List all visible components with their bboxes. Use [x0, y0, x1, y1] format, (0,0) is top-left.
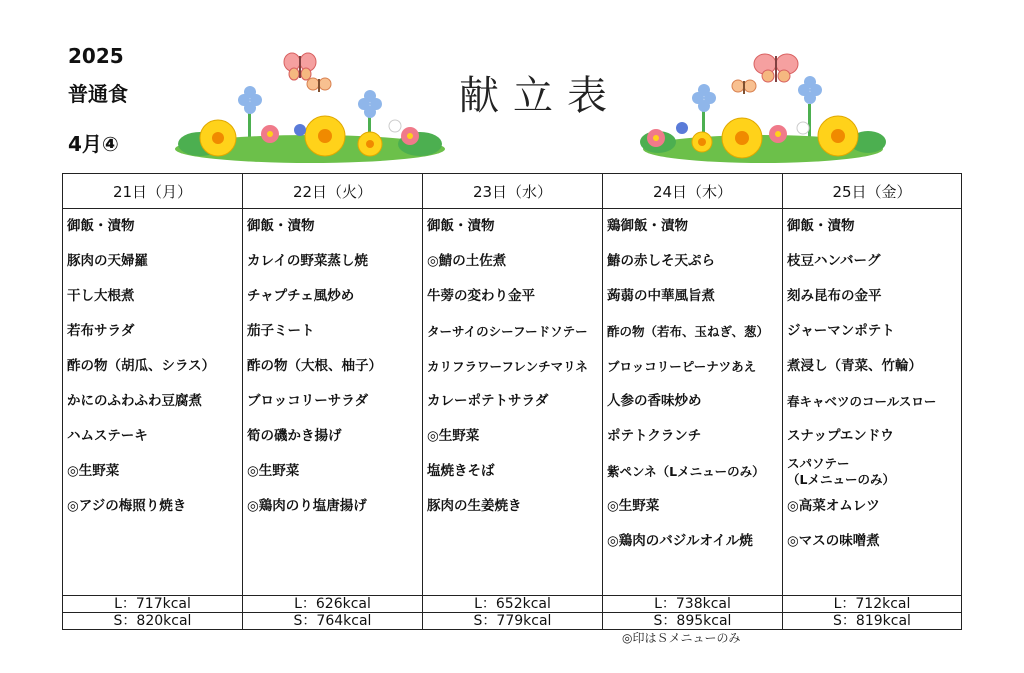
- dish-item: ◎鯖の土佐煮: [427, 253, 507, 269]
- kcal-l-value: L：712kcal: [783, 596, 962, 613]
- dish-item: スナップエンドウ: [787, 428, 894, 444]
- flower-icon: [358, 132, 382, 156]
- dish-item: チャプチェ風炒め: [247, 288, 355, 304]
- dish-item: 蒟蒻の中華風旨煮: [607, 288, 715, 304]
- dish-item: 酢の物（大根、柚子）: [247, 358, 382, 374]
- day-header: 23日（水）: [423, 174, 603, 209]
- day-header-row: [63, 174, 962, 209]
- dish-item: ブロッコリーピーナツあえ: [607, 359, 757, 374]
- dish-item: 枝豆ハンバーグ: [787, 253, 881, 269]
- dish-item: ジャーマンポテト: [787, 323, 895, 339]
- dish-item: 酢の物（若布、玉ねぎ、葱）: [607, 324, 770, 339]
- dish-item: ターサイのシーフードソテー: [427, 324, 588, 339]
- dish-item: 煮浸し（青菜、竹輪）: [787, 358, 922, 374]
- dish-item: 紫ペンネ（Lメニューのみ）: [607, 464, 765, 479]
- flower-icon: [818, 116, 858, 156]
- kcal-s-value: S：764kcal: [243, 613, 423, 630]
- header-year: 2025: [68, 44, 124, 68]
- dish-item: 干し大根煮: [67, 288, 135, 304]
- dish-row: [63, 209, 962, 596]
- dish-item: 筍の磯かき揚げ: [247, 428, 342, 444]
- hyacinth-icon: [238, 86, 262, 144]
- dish-item: スパソテー （Lメニューのみ）: [787, 456, 895, 487]
- day-header: 22日（火）: [243, 174, 423, 209]
- flower-icon: [200, 120, 236, 156]
- flower-icon: [294, 124, 306, 136]
- dish-item: 御飯・漬物: [247, 218, 315, 234]
- day-dishes: [243, 209, 423, 596]
- dish-item: カレーポテトサラダ: [427, 393, 549, 409]
- dish-item: 豚肉の天婦羅: [67, 253, 148, 269]
- header-diet-type: 普通食: [68, 82, 128, 106]
- dish-item: ◎生野菜: [607, 498, 660, 514]
- day-dishes: [603, 209, 783, 596]
- dish-item: 刻み昆布の金平: [787, 288, 882, 304]
- flower-icon: [722, 118, 762, 158]
- dish-item: 酢の物（胡瓜、シラス）: [67, 358, 216, 374]
- dish-item: ◎生野菜: [67, 463, 120, 479]
- menu-table: [62, 173, 962, 630]
- dish-item: 春キャベツのコールスロー: [787, 394, 937, 409]
- page-title: 献立表: [459, 73, 621, 119]
- dish-item: ◎鶏肉のバジルオイル焼: [607, 533, 753, 549]
- kcal-l-value: L：738kcal: [603, 596, 783, 613]
- butterfly-icon: [732, 80, 756, 94]
- kcal-s-value: S：895kcal: [603, 613, 783, 630]
- dish-item: 人参の香味炒め: [607, 393, 702, 409]
- kcal-l-value: L：717kcal: [63, 596, 243, 613]
- butterfly-icon: [754, 54, 798, 82]
- butterfly-icon: [307, 78, 331, 92]
- kcal-s-value: S：779kcal: [423, 613, 603, 630]
- dish-item: 塩焼きそば: [427, 463, 495, 479]
- kcal-s-value: S：820kcal: [63, 613, 243, 630]
- dish-item: 若布サラダ: [67, 323, 135, 339]
- dish-item: 御飯・漬物: [787, 218, 855, 234]
- dish-item: かにのふわふわ豆腐煮: [67, 393, 202, 409]
- kcal-s-value: S：819kcal: [783, 613, 962, 630]
- dish-item: カリフラワーフレンチマリネ: [427, 359, 588, 374]
- flower-icon: [676, 122, 688, 134]
- butterfly-icon: [284, 53, 316, 80]
- dish-item: ハムステーキ: [67, 428, 148, 444]
- dish-item: 鰆の赤しそ天ぷら: [607, 253, 715, 269]
- footnote: ◎印はＳメニューのみ: [622, 631, 741, 645]
- flower-icon: [305, 116, 345, 156]
- dish-item: カレイの野菜蒸し焼: [247, 253, 368, 269]
- dish-item: 茄子ミート: [247, 323, 315, 339]
- day-dishes: [783, 209, 962, 596]
- dish-item: 牛蒡の変わり金平: [427, 288, 535, 304]
- header-month-week: 4月④: [68, 132, 119, 156]
- flower-icon: [769, 125, 787, 143]
- flower-icon: [692, 132, 712, 152]
- dish-item: ブロッコリーサラダ: [247, 393, 369, 409]
- day-dishes: [63, 209, 243, 596]
- flower-icon: [389, 120, 401, 132]
- flower-icon: [401, 127, 419, 145]
- dish-item: ポテトクランチ: [607, 428, 702, 444]
- flower-icon: [261, 125, 279, 143]
- kcal-l-value: L：652kcal: [423, 596, 603, 613]
- dish-item: ◎高菜オムレツ: [787, 498, 880, 514]
- flower-decoration-right: [638, 44, 888, 169]
- kcal-l-value: L：626kcal: [243, 596, 423, 613]
- dish-item: ◎アジの梅照り焼き: [67, 498, 187, 514]
- day-header: 21日（月）: [63, 174, 243, 209]
- day-header: 25日（金）: [783, 174, 962, 209]
- dish-item: ◎鶏肉のり塩唐揚げ: [247, 498, 367, 514]
- kcal-s-row: [63, 613, 962, 630]
- dish-item: ◎マスの味噌煮: [787, 533, 880, 549]
- day-dishes: [423, 209, 603, 596]
- kcal-l-row: [63, 596, 962, 613]
- dish-item: 御飯・漬物: [67, 218, 135, 234]
- flower-icon: [647, 129, 665, 147]
- dish-item: 鶏御飯・漬物: [607, 218, 688, 234]
- day-header: 24日（木）: [603, 174, 783, 209]
- dish-item: 御飯・漬物: [427, 218, 495, 234]
- dish-item: ◎生野菜: [247, 463, 300, 479]
- flower-icon: [797, 122, 809, 134]
- dish-item: 豚肉の生姜焼き: [427, 498, 522, 514]
- flower-decoration-left: [170, 44, 450, 169]
- dish-item: ◎生野菜: [427, 428, 480, 444]
